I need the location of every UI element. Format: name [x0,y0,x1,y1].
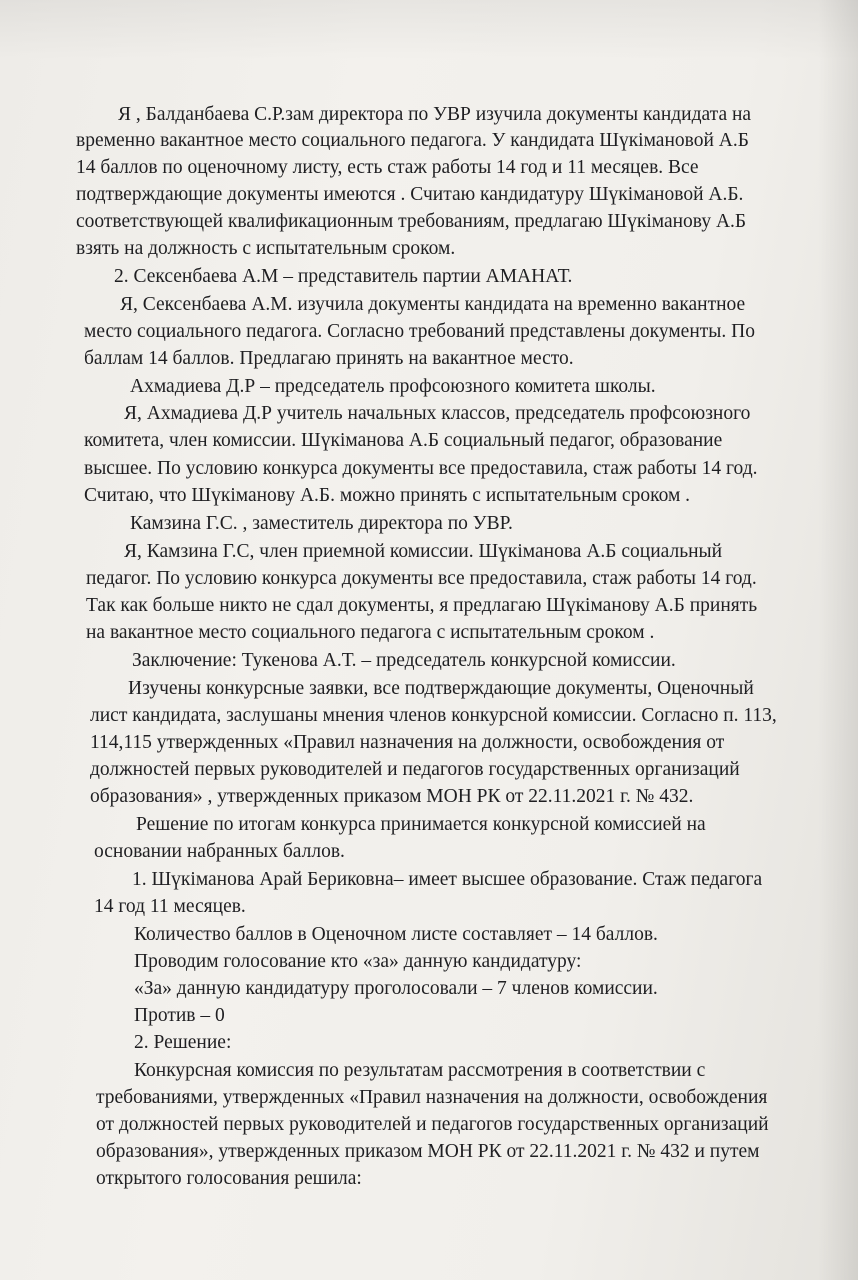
document-line-38: от должностей первых руководителей и педагогов государственных организаций [96,1114,769,1135]
document-line-1: Я , Балданбаева С.Р.зам директора по УВР изучила документы кандидата на [118,104,752,125]
document-line-12: Я, Ахмадиева Д.Р учитель начальных классов, председатель профсоюзного [124,403,751,424]
document-line-22: Изучены конкурсные заявки, все подтверждающие документы, Оценочный [128,678,754,699]
document-line-26: образования» , утвержденных приказом МОН РК от 22.11.2021 г. № 432. [90,786,694,807]
document-line-14: высшее. По условию конкурса документы все предоставила, стаж работы 14 год. [84,458,758,479]
document-line-10: баллам 14 баллов. Предлагаю принять на вакантное место. [84,348,574,369]
document-line-9: место социального педагога. Согласно требований представлены документы. По [84,321,755,342]
document-line-17: Я, Камзина Г.С, член приемной комиссии. Шүкіманова А.Б социальный [124,541,723,562]
document-line-7: 2. Сексенбаева А.М – представитель партии АМАНАТ. [114,266,573,287]
document-line-39: образования», утвержденных приказом МОН РК от 22.11.2021 г. № 432 и путем [96,1141,760,1162]
document-line-29: 1. Шүкіманова Арай Бериковна– имеет высшее образование. Стаж педагога [132,869,763,890]
document-line-28: основании набранных баллов. [94,841,345,862]
document-line-31: Количество баллов в Оценочном листе составляет – 14 баллов. [134,924,658,945]
document-line-11: Ахмадиева Д.Р – председатель профсоюзного комитета школы. [130,376,656,397]
document-line-16: Камзина Г.С. , заместитель директора по УВР. [130,513,513,534]
document-line-20: на вакантное место социального педагога с испытательным сроком . [86,622,655,643]
document-line-21: Заключение: Тукенова А.Т. – председатель конкурсной комиссии. [132,650,676,671]
document-line-3: 14 баллов по оценочному листу, есть стаж работы 14 год и 11 месяцев. Все [76,157,699,178]
document-line-6: взять на должность с испытательным сроком. [76,238,456,259]
document-line-8: Я, Сексенбаева А.М. изучила документы кандидата на временно вакантное [120,294,746,315]
document-line-40: открытого голосования решила: [96,1168,362,1189]
document-line-15: Считаю, что Шүкіманову А.Б. можно принять с испытательным сроком . [84,485,691,506]
document-line-37: требованиями, утвержденных «Правил назначения на должности, освобождения [96,1087,768,1108]
document-line-36: Конкурсная комиссия по результатам рассмотрения в соответствии с [134,1060,706,1081]
document-line-32: Проводим голосование кто «за» данную кандидатуру: [134,951,582,972]
document-line-13: комитета, член комиссии. Шүкіманова А.Б социальный педагог, образование [84,430,723,451]
document-line-18: педагог. По условию конкурса документы все предоставила, стаж работы 14 год. [86,568,757,589]
document-line-33: «За» данную кандидатуру проголосовали – 7 членов комиссии. [134,978,658,999]
document-line-2: временно вакантное место социального педагога. У кандидата Шүкімановой А.Б [76,130,749,151]
document-line-23: лист кандидата, заслушаны мнения членов конкурсной комиссии. Согласно п. 113, [90,705,777,726]
document-line-30: 14 год 11 месяцев. [94,896,246,917]
document-line-25: должностей первых руководителей и педагогов государственных организаций [90,759,740,780]
document-line-24: 114,115 утвержденных «Правил назначения на должности, освобождения от [90,732,725,753]
document-line-19: Так как больше никто не сдал документы, я предлагаю Шүкіманову А.Б принять [86,595,758,616]
page-shadow-right [818,0,858,1280]
document-line-27: Решение по итогам конкурса принимается конкурсной комиссией на [136,814,706,835]
document-line-4: подтверждающие документы имеются . Считаю кандидатуру Шүкімановой А.Б. [76,184,744,205]
page-shadow-top [0,0,858,60]
document-line-34: Против – 0 [134,1005,225,1026]
document-line-35: 2. Решение: [134,1032,232,1053]
document-line-5: соответствующей квалификационным требованиям, предлагаю Шүкіманову А.Б [76,211,747,232]
